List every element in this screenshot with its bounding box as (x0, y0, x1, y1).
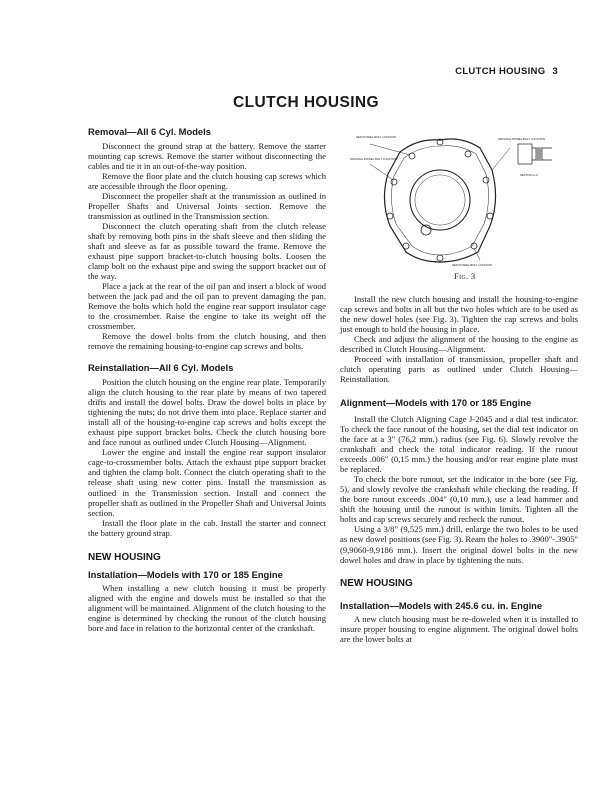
label-new-dowel: NEW DOWEL BOLT LOCATION (356, 135, 397, 139)
right-column (340, 294, 578, 644)
removal-paragraph-3: Disconnect the propeller shaft at the transmission as outlined in Propeller Shafts and Universal Joints section. Remove the transmission as outlined in the Transmission section. (88, 190, 326, 221)
removal-heading: Removal—All 6 Cyl. Models (88, 126, 211, 137)
new-housing-heading-left: NEW HOUSING (88, 551, 161, 563)
figure-3 (340, 130, 580, 288)
alignment-paragraph-3: Using a 3/8" (9,525 mm.) drill, enlarge the two holes to be used as new dowel positions (see Fig. 3). Ream the holes to .3900"-.3905" (9,9060-9,9186 mm.). Insert the original dowel bolts in the new dowel holes and draw in place by tightening the nuts. (340, 524, 578, 565)
label-original-dowel-right: ORIGINAL DOWEL BOLT LOCATION (498, 137, 545, 141)
alignment-paragraph-2: To check the bore runout, set the indicator in the bore (see Fig. 5), and slowly revolve the crankshaft while checking the reading. If the bore runout exceeds .004" (0,10 mm.), use a lead hammer and shift the housing until the runout is within limits. Tighten all the bolts and cap screws securely and recheck the runout. (340, 474, 578, 525)
removal-paragraph-2: Remove the floor plate and the clutch housing cap screws which are accessible through the floor opening. (88, 170, 326, 191)
running-head (455, 66, 558, 77)
figure-caption: Fig. 3 (454, 271, 476, 281)
running-head-section: CLUTCH HOUSING (455, 66, 546, 77)
install-paragraph-1: Install the new clutch housing and install the housing-to-engine cap screws and bolts in all but the two holes which are to be used as the new dowel holes (see Fig. 3). Tighten the cap screws and bolts just enough to hold the housing in place. (340, 294, 578, 335)
page-title: CLUTCH HOUSING (233, 94, 379, 111)
reinstallation-heading: Reinstallation—All 6 Cyl. Models (88, 362, 234, 374)
reinstallation-paragraph-1: Position the clutch housing on the engine rear plate. Temporarily align the clutch housing to the rear plate by means of two tapered drifts and install the dowel bolts. Draw the dowel bolts in place by tightening the nuts; do not drive them into place. Replace starter and install all of the housing-to-engine cap screws and bolts except the exhaust pipe support bracket bolts. Check the clutch housing bore and face runout as outlined under Clutch Housing—Alignment. (88, 376, 326, 448)
new-housing-heading-right: NEW HOUSING (340, 577, 413, 589)
reinstallation-paragraph-2: Lower the engine and install the engine rear support insulator cage-to-crossmember bolts. Attach the exhaust pipe support bracket and tighten the clamp bolt. Connect the clutch operating shaft to the release shaft using new cotter pins. Install the transmission as outlined in the Transmission section. Install and connect the propeller shaft as outlined in the Propeller Shaft and Universal Joints section. (88, 447, 326, 518)
install-paragraph-2: Check and adjust the alignment of the housing to the engine as described in Clutch Housing—Alignment. (340, 334, 578, 355)
clutch-housing-diagram (340, 130, 580, 288)
install-paragraph-3: Proceed with installation of transmission, propeller shaft and clutch operating parts as outlined under Clutch Housing—Reinstallation. (340, 354, 578, 385)
installation-170-paragraph: When installing a new clutch housing it must be properly aligned with the engine and dowels must be installed so that the alignment will be maintained. Alignment of the clutch housing to the engine is determined by checking the runout of the clutch housing bore and face in relation to the horizontal center of the crankshaft. (88, 583, 326, 634)
removal-paragraph-6: Remove the dowel bolts from the clutch housing, and then remove the remaining housing-to-engine cap screws and bolts. (88, 331, 326, 352)
installation-245-paragraph: A new clutch housing must be re-doweled when it is installed to insure proper housing to engine alignment. The original dowel bolts are the lower bolts at (340, 614, 578, 645)
removal-paragraph-1: Disconnect the ground strap at the battery. Remove the starter mounting cap screws. Remove the starter without disconnecting the cables and tie it in an out-of-the-way position. (88, 140, 326, 171)
page-number: 3 (552, 66, 558, 77)
removal-paragraph-4: Disconnect the clutch operating shaft from the clutch release shaft by removing both pins in the shaft sleeve and then sliding the shaft and sleeve as far as possible toward the frame. Remove the exhaust pipe support bracket-to-clutch housing bolts. Loosen the clamp bolt on the exhaust pipe and swing the support bracket out of the way. (88, 220, 326, 282)
label-section-aa: SECTION A-A (520, 173, 538, 177)
installation-170-heading: Installation—Models with 170 or 185 Engine (88, 568, 283, 580)
installation-245-heading: Installation—Models with 245.6 cu. in. Engine (340, 599, 543, 611)
reinstallation-paragraph-3: Install the floor plate in the cab. Install the starter and connect the battery ground strap. (88, 517, 326, 538)
alignment-paragraph-1: Install the Clutch Aligning Cage J-2045 and a dial test indicator. To check the face runout of the housing, set the dial test indicator on the face at a 3" (76,2 mm.) radius (see Fig. 6). Slowly revolve the crankshaft and check the total indicator reading. If the runout exceeds .006" (0,15 mm.) the housing and/or rear engine plate must be replaced. (340, 413, 578, 475)
left-column (88, 126, 326, 633)
label-original-dowel: ORIGINAL DOWEL BOLT LOCATION (350, 157, 397, 161)
label-new-bolt-bottom: NEW DOWEL BOLT LOCATION (452, 263, 493, 267)
removal-paragraph-5: Place a jack at the rear of the oil pan and insert a block of wood between the jack pad and the oil pan to prevent damaging the pan. Remove the bolts which hold the engine rear support insulator cage to the crossmember. Raise the engine to take its weight off the crossmember. (88, 281, 326, 332)
alignment-heading: Alignment—Models with 170 or 185 Engine (340, 397, 532, 409)
